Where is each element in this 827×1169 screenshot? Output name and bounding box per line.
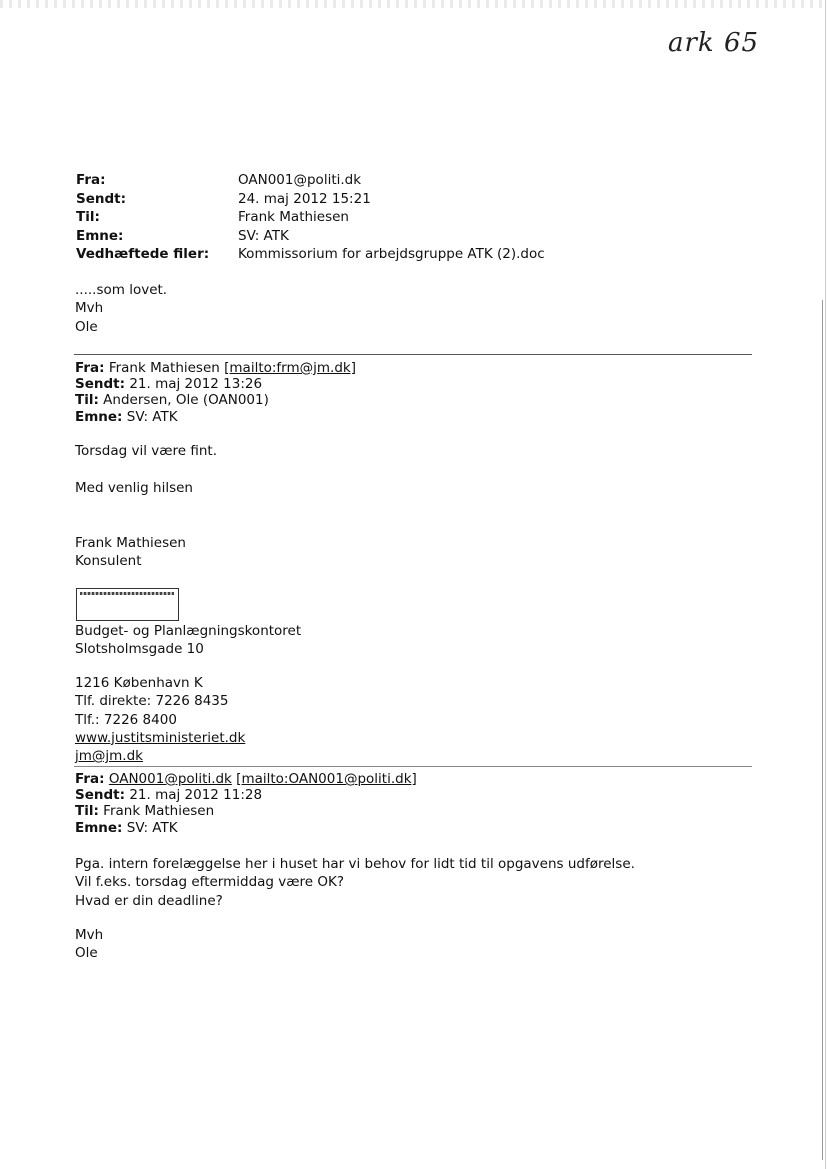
message-body-2 <box>75 442 217 460</box>
scan-edge-right <box>822 300 823 1160</box>
closing-line: Mvh <box>75 927 104 943</box>
body-line: Vil f.eks. torsdag eftermiddag være OK? <box>75 874 345 891</box>
street-address: Slotsholmsgade 10 <box>75 641 204 658</box>
email-link[interactable]: jm@jm.dk <box>75 748 143 765</box>
to-value: Frank Mathiesen <box>238 209 349 225</box>
mailto-link[interactable]: [mailto:frm@jm.dk] <box>224 360 356 376</box>
from-email-link[interactable]: OAN001@politi.dk <box>108 771 232 787</box>
website-link[interactable]: www.justitsministeriet.dk <box>75 729 246 746</box>
to-label: Til: <box>75 803 99 820</box>
office-name: Budget- og Planlægningskontoret <box>75 623 302 639</box>
signature-contact <box>75 674 245 765</box>
signature-name: Frank Mathiesen <box>75 535 186 551</box>
from-value: OAN001@politi.dk <box>238 172 362 188</box>
subject-value: SV: ATK <box>126 408 178 425</box>
body-line: Hvad er din deadline? <box>75 892 223 909</box>
closing-line: Ole <box>75 945 98 962</box>
closing <box>75 926 103 963</box>
subject-label: Emne: <box>75 408 123 425</box>
phone-direct: Tlf. direkte: 7226 8435 <box>75 693 229 710</box>
sent-label: Sendt: <box>76 190 127 207</box>
subject-value: SV: ATK <box>238 227 289 244</box>
body-line: Med venlig hilsen <box>75 480 193 496</box>
subject-label: Emne: <box>76 227 124 244</box>
email-header <box>76 171 676 264</box>
body-line: Ole <box>75 318 98 335</box>
from-name: Frank Mathiesen <box>108 360 220 376</box>
handwritten-page-number: ark 65 <box>668 28 760 58</box>
sent-value: 24. maj 2012 15:21 <box>238 190 371 207</box>
subject-value: SV: ATK <box>126 819 178 836</box>
from-label: Fra: <box>75 771 105 787</box>
to-value: Andersen, Ole (OAN001) <box>103 392 269 409</box>
to-label: Til: <box>75 392 99 409</box>
body-line: Pga. intern forelæggelse her i huset har vi behov for lidt tid til opgavens udførelse. <box>75 856 635 872</box>
to-label: Til: <box>76 209 100 225</box>
city: 1216 København K <box>75 675 203 691</box>
from-label: Fra: <box>76 172 106 188</box>
sent-label: Sendt: <box>75 376 126 393</box>
quoted-header-2 <box>75 360 356 425</box>
message-body-3 <box>75 855 635 910</box>
signature <box>75 534 186 571</box>
signature-logo-placeholder <box>76 588 179 621</box>
mailto-link[interactable]: [mailto:OAN001@politi.dk] <box>236 771 417 787</box>
subject-label: Emne: <box>75 819 123 836</box>
body-line: Torsdag vil være fint. <box>75 443 218 459</box>
attachment-filename[interactable]: Kommissorium for arbejdsgruppe ATK (2).doc <box>238 246 545 262</box>
signature-address <box>75 622 301 659</box>
from-label: Fra: <box>75 360 105 376</box>
attachments-label: Vedhæftede filer: <box>76 246 210 262</box>
sent-label: Sendt: <box>75 787 126 804</box>
greeting <box>75 479 193 497</box>
sent-value: 21. maj 2012 13:26 <box>129 376 263 393</box>
signature-title: Konsulent <box>75 553 142 570</box>
sent-value: 21. maj 2012 11:28 <box>129 787 263 804</box>
body-line: .....som lovet. <box>75 282 168 298</box>
to-value: Frank Mathiesen <box>103 803 215 820</box>
divider <box>74 766 752 767</box>
scan-edge-right-outer <box>825 0 826 1169</box>
message-body-1 <box>75 281 167 336</box>
phone: Tlf.: 7226 8400 <box>75 711 177 728</box>
quoted-header-3 <box>75 771 417 836</box>
body-line: Mvh <box>75 300 104 317</box>
scan-edge-top <box>0 0 827 8</box>
divider <box>74 354 752 355</box>
